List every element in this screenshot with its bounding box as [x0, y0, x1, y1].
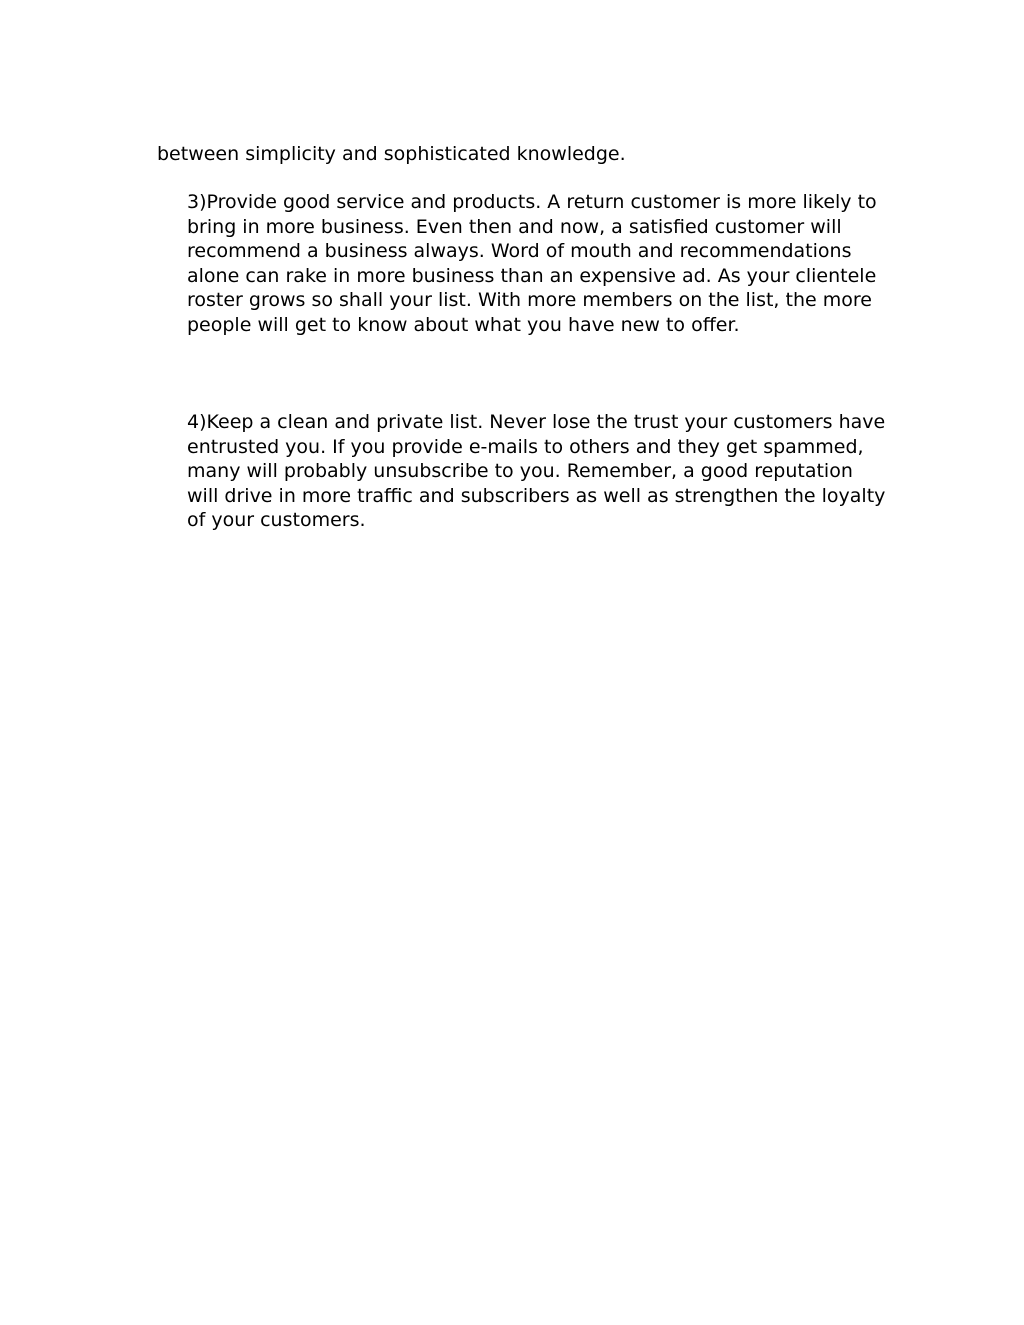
continuation-line: between simplicity and sophisticated knowledge.	[157, 143, 626, 165]
paragraph-tip-4: 4)Keep a clean and private list. Never lose the trust your customers have entrusted you. If you provide e-mails to others and they get spammed, many will probably unsubscribe to you. Remember, a good reputation will drive in more traffic and subscribers as well as strengthen the loyalty of your customers.	[187, 411, 886, 531]
paragraph-tip-3: 3)Provide good service and products. A return customer is more likely to bring in more business. Even then and now, a satisfied customer will recommend a business always. Word of mouth and recommendations alone can rake in more business than an expensive ad. As your clientele roster grows so shall your list. With more members on the list, the more people will get to know about what you have new to offer.	[187, 191, 877, 336]
